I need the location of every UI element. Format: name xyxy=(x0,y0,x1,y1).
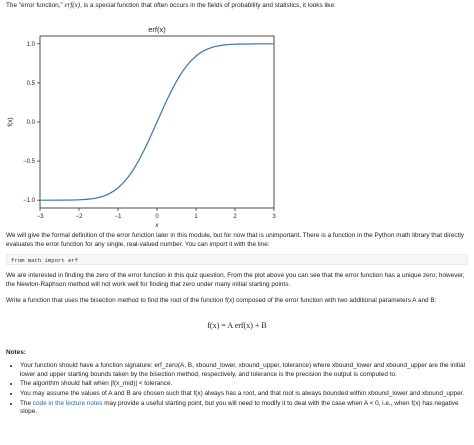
notes-list xyxy=(6,362,468,418)
x-axis-label: x xyxy=(155,222,159,228)
x-tick-label: −1 xyxy=(114,214,122,220)
erf-chart xyxy=(6,10,306,228)
note-item-link xyxy=(20,400,468,417)
y-tick-label: −0.5 xyxy=(23,159,35,166)
paragraph-task: Write a function that uses the bisection method to find the root of the function f(x) composed of the error function with two additional parameters A and B: xyxy=(6,297,437,304)
note-item: • Your function should have a function signature: erf_zero(A, B, xbound_lower, xbound_upper, tolerance) where xbound_lower and xbound_upper are the initial lower and upper starting bounds taken by the bisection method, respectively, and tolerance is the precision the output is computed to. xyxy=(20,362,468,379)
chart-title: erf(x) xyxy=(148,25,166,34)
notes-heading: Notes: xyxy=(6,349,26,356)
x-tick-label: 0 xyxy=(155,214,159,220)
code-import-line: from math import erf xyxy=(6,254,468,265)
intro-function-name: erf(x) xyxy=(64,1,81,9)
note4-text: The code in the lecture notes may provide a useful starting point, but you will need to modify it to deal with the case when A < 0, i.e., when f(x) has negative slope. xyxy=(20,399,459,416)
equation: f(x) = A erf(x) + B xyxy=(207,321,267,330)
x-tick-label: −2 xyxy=(75,214,83,220)
paragraph-zero: We are interested in finding the zero of the error function in this quiz question. From the plot above you can see that the error function has a unique zero; however, the Newton-Raphson method will not work well for finding that zero under many initial starting points. xyxy=(6,272,465,288)
intro-text-end: , is a special function that often occurs in the fields of probability and statistics, it looks like: xyxy=(80,2,336,9)
note-item: • You may assume the values of A and B are chosen such that f(x) always has a root, and that root is always bounded within xbound_lower and xbound_upper. xyxy=(20,390,468,399)
erf-chart-svg xyxy=(6,10,306,228)
y-axis-label: f(x) xyxy=(7,117,14,127)
paragraph-definition: We will give the formal definition of the error function later in this module, but for now that is unimportant. There is a function in the Python math library that directly evaluates the error function for any single, real-valued number. You can import it with the line: xyxy=(6,232,464,248)
x-tick-label: 1 xyxy=(194,214,198,220)
y-tick-label: 0.5 xyxy=(26,80,35,87)
x-tick-label: −3 xyxy=(36,214,44,220)
x-tick-label: 3 xyxy=(272,214,276,220)
intro-text-start: The "error function," xyxy=(6,2,65,9)
y-tick-label: 1.0 xyxy=(26,41,35,48)
y-tick-label: −1.0 xyxy=(23,198,35,205)
note-item: • The algorithm should halt when |f(x_mid)| < tolerance. xyxy=(20,380,468,389)
lecture-notes-link[interactable]: code in the lecture notes xyxy=(32,399,103,407)
erf-series-line xyxy=(40,44,274,200)
x-tick-label: 2 xyxy=(233,214,237,220)
y-tick-label: 0.0 xyxy=(26,120,35,126)
